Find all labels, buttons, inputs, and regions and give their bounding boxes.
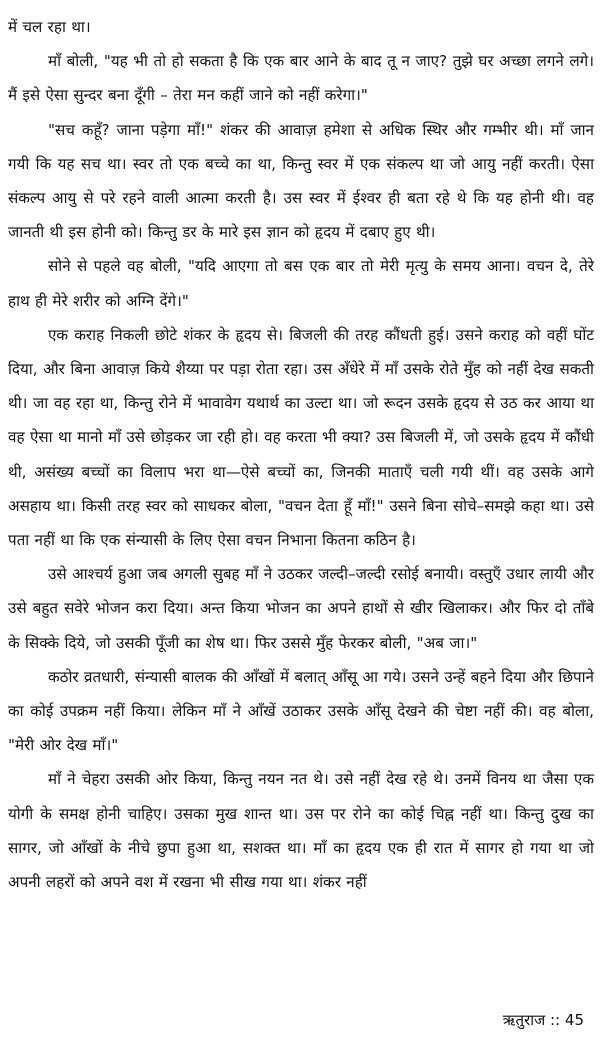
body-text xyxy=(8,10,594,899)
paragraph-continuation: में चल रहा था। xyxy=(8,18,91,36)
footer-separator: :: xyxy=(550,1011,561,1029)
paragraph: कठोर व्रतधारी, संन्यासी बालक की आँखों में बलात् आँसू आ गये। उसने उन्हें बहने दिया और छिपाने का कोई उपक्रम नहीं किया। लेकिन माँ ने आँखें उठाकर उसके आँसू देखने की चेष्टा नहीं की। वह बोला, "मेरी ओर देख माँ।" xyxy=(8,667,594,755)
page-number: 45 xyxy=(564,1011,584,1029)
page-footer xyxy=(503,1010,584,1030)
paragraph: माँ बोली, "यह भी तो हो सकता है कि एक बार आने के बाद तू न जाए? तुझे घर अच्छा लगने लगे। मैं इसे ऐसा सुन्दर बना दूँगी – तेरा मन कहीं जाने को नहीं करेगा।" xyxy=(8,52,594,105)
paragraph: माँ ने चेहरा उसकी ओर किया, किन्तु नयन नत थे। उसे नहीं देख रहे थे। उनमें विनय था जैसा एक योगी के समक्ष होनी चाहिए। उसका मुख शान्त था। उस पर रोने का कोई चिह्न नहीं था। किन्तु दुख का सागर, जो आँखों के नीचे छुपा हुआ था, सशक्त था। माँ का हृदय एक ही रात में सागर हो गया था जो अपनी लहरों को अपने वश में रखना भी सीख गया था। शंकर नहीं xyxy=(8,770,594,892)
paragraph: एक कराह निकली छोटे शंकर के हृदय से। बिजली की तरह कौंधती हुई। उसने कराह को वहीं घोंट दिया, और बिना आवाज़ किये शैय्या पर पड़ा रोता रहा। उस अँधेरे में माँ उसके रोते मुँह को नहीं देख सकती थी। जा वह रहा था, किन्तु रोने में भावावेग यथार्थ का उल्टा था। जो रूदन उसके हृदय से उठ कर आया था वह ऐसा था मानो माँ उसे छोड़कर जा रही हो। वह करता भी क्या? उस बिजली में, जो उसके हृदय में कौंधी थी, असंख्य बच्चों का विलाप भरा था—ऐसे बच्चों का, जिनकी माताएँ चली गयी थीं। वह उसके आगे असहाय था। किसी तरह स्वर को साधकर बोला, "वचन देता हूँ माँ!" उसने बिना सोचे–समझे कहा था। उसे पता नहीं था कि एक संन्यासी के लिए ऐसा वचन निभाना कितना कठिन है। xyxy=(8,325,594,550)
running-title: ऋतुराज xyxy=(502,1011,546,1029)
paragraph: "सच कहूँ? जाना पड़ेगा माँ!" शंकर की आवाज़ हमेशा से अधिक स्थिर और गम्भीर थी। माँ जान गयी कि यह सच था। स्वर तो एक बच्चे का था, किन्तु स्वर में एक संकल्प था जो आयु नहीं करती। ऐसा संकल्प आयु से परे रहने वाली आत्मा करती है। उस स्वर में ईश्वर ही बता रहे थे कि यह होनी थी। वह जानती थी इस होनी को। किन्तु डर के मारे इस ज्ञान को हृदय में दबाए हुए थी। xyxy=(8,120,594,242)
paragraph: उसे आश्चर्य हुआ जब अगली सुबह माँ ने उठकर जल्दी–जल्दी रसोई बनायी। वस्तुएँ उधार लायी और उसे बहुत सवेरे भोजन करा दिया। अन्त किया भोजन का अपने हाथों से खीर खिलाकर। और फिर दो ताँबे के सिक्के दिये, जो उसकी पूँजी का शेष था। फिर उससे मुँह फेरकर बोली, "अब जा।" xyxy=(8,565,594,652)
paragraph: सोने से पहले वह बोली, "यदि आएगा तो बस एक बार तो मेरी मृत्यु के समय आना। वचन दे, तेरे हाथ ही मेरे शरीर को अग्नि देंगे।" xyxy=(8,257,594,310)
